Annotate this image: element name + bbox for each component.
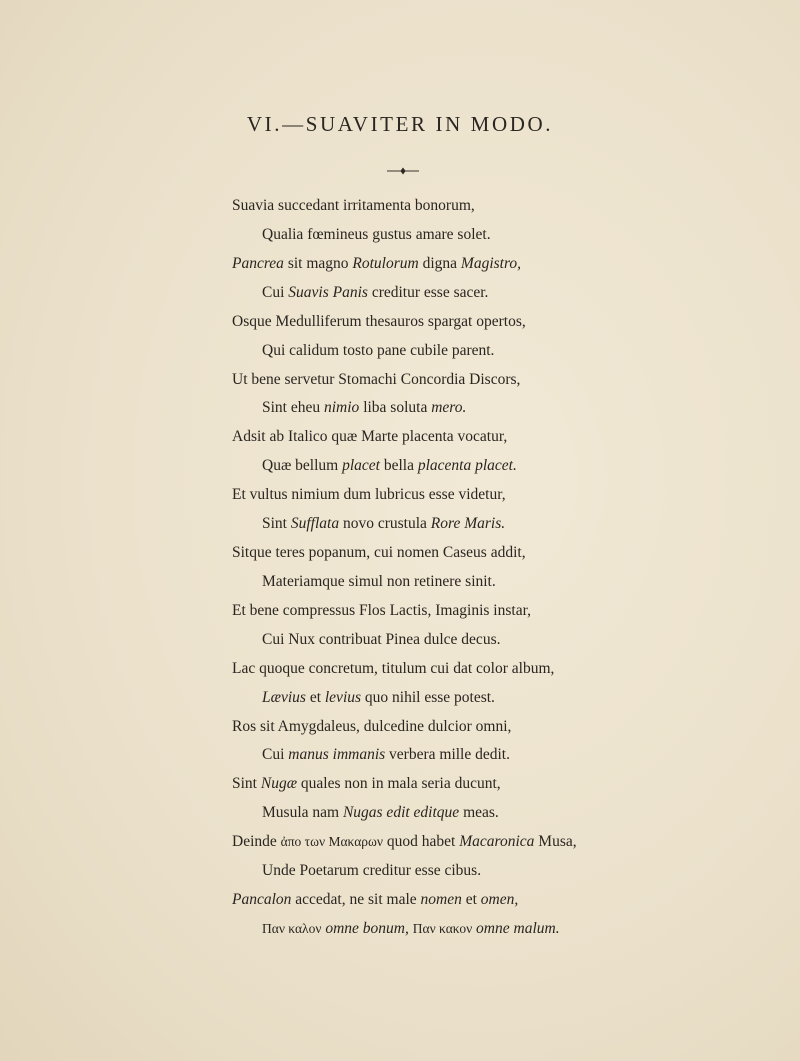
ornament-divider-icon xyxy=(386,165,420,177)
italic-text: Magistro, xyxy=(460,254,522,272)
poem-line xyxy=(232,602,531,620)
italic-text: Pancalon xyxy=(232,891,292,909)
poem-line xyxy=(262,515,505,533)
italic-text: Lævius xyxy=(262,688,306,706)
poem-line xyxy=(262,804,499,822)
verse-text: Sitque teres popanum, cui nomen Caseus addit, xyxy=(232,544,526,562)
poem-line xyxy=(232,660,554,678)
verse-text: Suavia succedant irritamenta bonorum, xyxy=(232,197,475,214)
italic-text: levius xyxy=(324,688,362,706)
verse-text: Ros sit Amygdaleus, dulcedine dulcior omni, xyxy=(232,717,512,735)
italic-text: Sufflata xyxy=(290,515,340,533)
poem-line xyxy=(262,862,481,880)
poem-line xyxy=(232,197,475,215)
verse-text: meas. xyxy=(459,804,499,822)
verse-text: creditur esse sacer. xyxy=(367,283,489,301)
verse-text: verbera mille dedit. xyxy=(385,746,510,764)
verse-text: Ut bene servetur Stomachi Concordia Discors, xyxy=(232,370,521,388)
poem-line xyxy=(262,689,495,707)
verse-text: Unde Poetarum creditur esse cibus. xyxy=(262,862,482,880)
poem-line xyxy=(262,226,491,244)
poem-line xyxy=(232,833,577,851)
verse-text: Deinde xyxy=(232,833,281,851)
italic-text: placenta placet. xyxy=(417,457,517,475)
poem-title: VI.—SUAVITER IN MODO. xyxy=(246,112,554,136)
verse-text: quales non in mala seria ducunt, xyxy=(297,775,501,793)
verse-text: quo nihil esse potest. xyxy=(361,688,495,706)
poem-line xyxy=(262,631,500,649)
verse-text: Materiamque simul non retinere sinit. xyxy=(262,572,496,590)
italic-text: Nugas edit editque xyxy=(342,804,460,822)
italic-text: omne malum. xyxy=(472,920,560,937)
italic-text: Pancrea xyxy=(232,254,284,272)
italic-text: nimio xyxy=(324,399,360,417)
verse-text: Osque Medulliferum thesauros spargat opertos, xyxy=(232,312,526,330)
verse-text: Adsit ab Italico quæ Marte placenta vocatur, xyxy=(232,428,508,446)
verse-text: novo crustula xyxy=(339,515,431,533)
italic-text: nomen xyxy=(420,891,462,909)
verse-text: accedat, ne sit male xyxy=(291,891,421,909)
verse-text: Cui xyxy=(262,283,289,301)
italic-text: mero. xyxy=(431,399,467,417)
italic-text: Suavis Panis xyxy=(288,283,368,301)
poem-line xyxy=(262,284,488,302)
verse-text: Lac quoque concretum, titulum cui dat color album, xyxy=(232,659,555,677)
verse-text: Musula nam xyxy=(262,804,343,822)
verse-text: Musa, xyxy=(534,833,577,851)
greek-text: ἀπο των Μακαρων xyxy=(280,834,384,850)
poem-line xyxy=(232,891,518,909)
verse-text: Et bene compressus Flos Lactis, Imaginis instar, xyxy=(232,601,531,619)
poem-line xyxy=(232,313,526,331)
poem-line xyxy=(232,371,520,389)
poem-line xyxy=(262,457,517,475)
verse-text: digna xyxy=(418,254,461,272)
poem-line xyxy=(232,775,501,793)
italic-text: placet xyxy=(342,457,380,475)
verse-text: quod habet xyxy=(383,833,460,851)
poem-line xyxy=(262,342,494,360)
poem-line xyxy=(232,544,526,562)
verse-text: et xyxy=(305,688,325,706)
poem-line xyxy=(262,573,496,591)
poem-line xyxy=(232,428,507,446)
italic-text: Rore Maris. xyxy=(430,515,506,533)
poem-line xyxy=(262,920,560,938)
italic-text: omne bonum, xyxy=(321,920,409,937)
poem-line xyxy=(262,746,510,764)
italic-text: Rotulorum xyxy=(352,254,419,272)
poem-line xyxy=(262,399,466,417)
verse-text: Sint xyxy=(232,775,261,793)
verse-text: et xyxy=(461,891,481,909)
verse-text: sit magno xyxy=(283,254,353,272)
verse-text: bella xyxy=(379,457,418,475)
italic-text: omen, xyxy=(480,891,519,909)
italic-text: Nugæ xyxy=(260,775,298,793)
verse-text: Qui calidum tosto pane cubile parent. xyxy=(262,341,495,359)
verse-text: Et vultus nimium dum lubricus esse videtur, xyxy=(232,486,506,504)
verse-text: liba soluta xyxy=(359,399,432,417)
verse-text: Cui Nux contribuat Pinea dulce decus. xyxy=(262,630,501,648)
italic-text: manus immanis xyxy=(288,746,386,764)
verse-text: Sint eheu xyxy=(262,399,324,417)
italic-text: Macaronica xyxy=(459,833,535,851)
poem-line xyxy=(232,255,521,273)
poem-line xyxy=(232,486,506,504)
poem-line xyxy=(232,718,511,736)
greek-text: Παν καλον xyxy=(262,921,322,936)
greek-text: Παν κακον xyxy=(412,921,473,936)
verse-text: Qualia fœmineus gustus amare solet. xyxy=(262,225,491,243)
verse-text: Quæ bellum xyxy=(262,457,343,475)
verse-text: Cui xyxy=(262,746,289,764)
verse-text: Sint xyxy=(262,515,291,533)
